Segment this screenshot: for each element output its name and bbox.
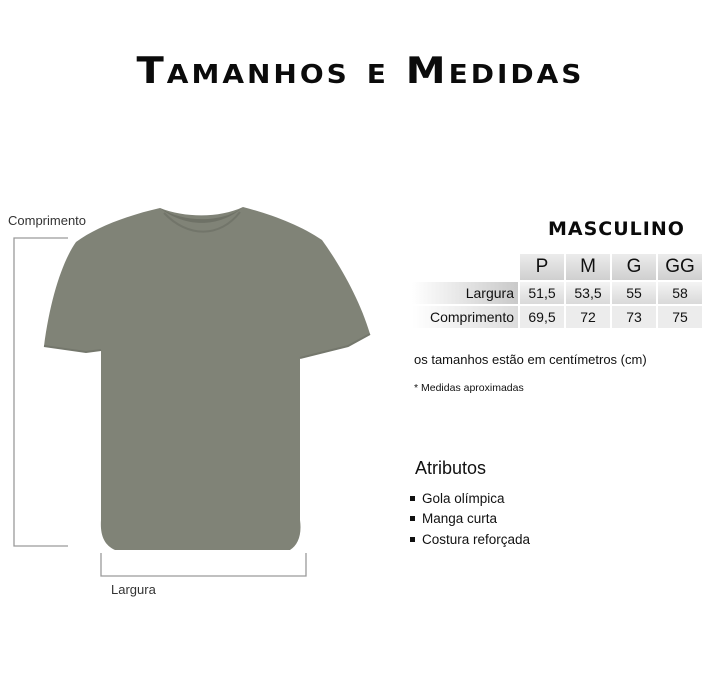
table-cell: 73 <box>612 306 656 328</box>
table-cell: 75 <box>658 306 702 328</box>
size-header-m: M <box>566 254 610 280</box>
attributes-title: Atributos <box>415 458 487 478</box>
section-title-masculino: MASCULINO <box>548 218 685 240</box>
attributes-list <box>410 488 530 550</box>
tshirt-shape <box>44 207 370 550</box>
size-table <box>410 252 704 330</box>
largura-bracket <box>101 553 306 576</box>
list-item <box>410 529 530 550</box>
table-cell: 51,5 <box>520 282 564 304</box>
bullet-icon <box>410 516 415 521</box>
table-row <box>412 282 702 304</box>
largura-label: Largura <box>111 582 156 597</box>
row-label-largura: Largura <box>412 282 518 304</box>
table-cell: 58 <box>658 282 702 304</box>
size-header-p: P <box>520 254 564 280</box>
table-cell: 55 <box>612 282 656 304</box>
list-item <box>410 488 530 509</box>
comprimento-label: Comprimento <box>8 213 87 228</box>
attribute-label: Costura reforçada <box>422 531 531 547</box>
bullet-icon <box>410 537 415 542</box>
table-cell: 72 <box>566 306 610 328</box>
size-header-g: G <box>612 254 656 280</box>
table-cell: 53,5 <box>566 282 610 304</box>
attribute-label: Gola olímpica <box>422 490 505 506</box>
table-cell: 69,5 <box>520 306 564 328</box>
units-note: os tamanhos estão em centímetros (cm) <box>414 352 647 367</box>
page-title: Tamanhos e Medidas <box>136 49 585 93</box>
attribute-label: Manga curta <box>422 511 498 527</box>
approx-note: * Medidas aproximadas <box>414 382 524 394</box>
table-row <box>412 306 702 328</box>
list-item <box>410 509 530 530</box>
size-header-gg: GG <box>658 254 702 280</box>
bullet-icon <box>410 496 415 501</box>
row-label-comprimento: Comprimento <box>412 306 518 328</box>
